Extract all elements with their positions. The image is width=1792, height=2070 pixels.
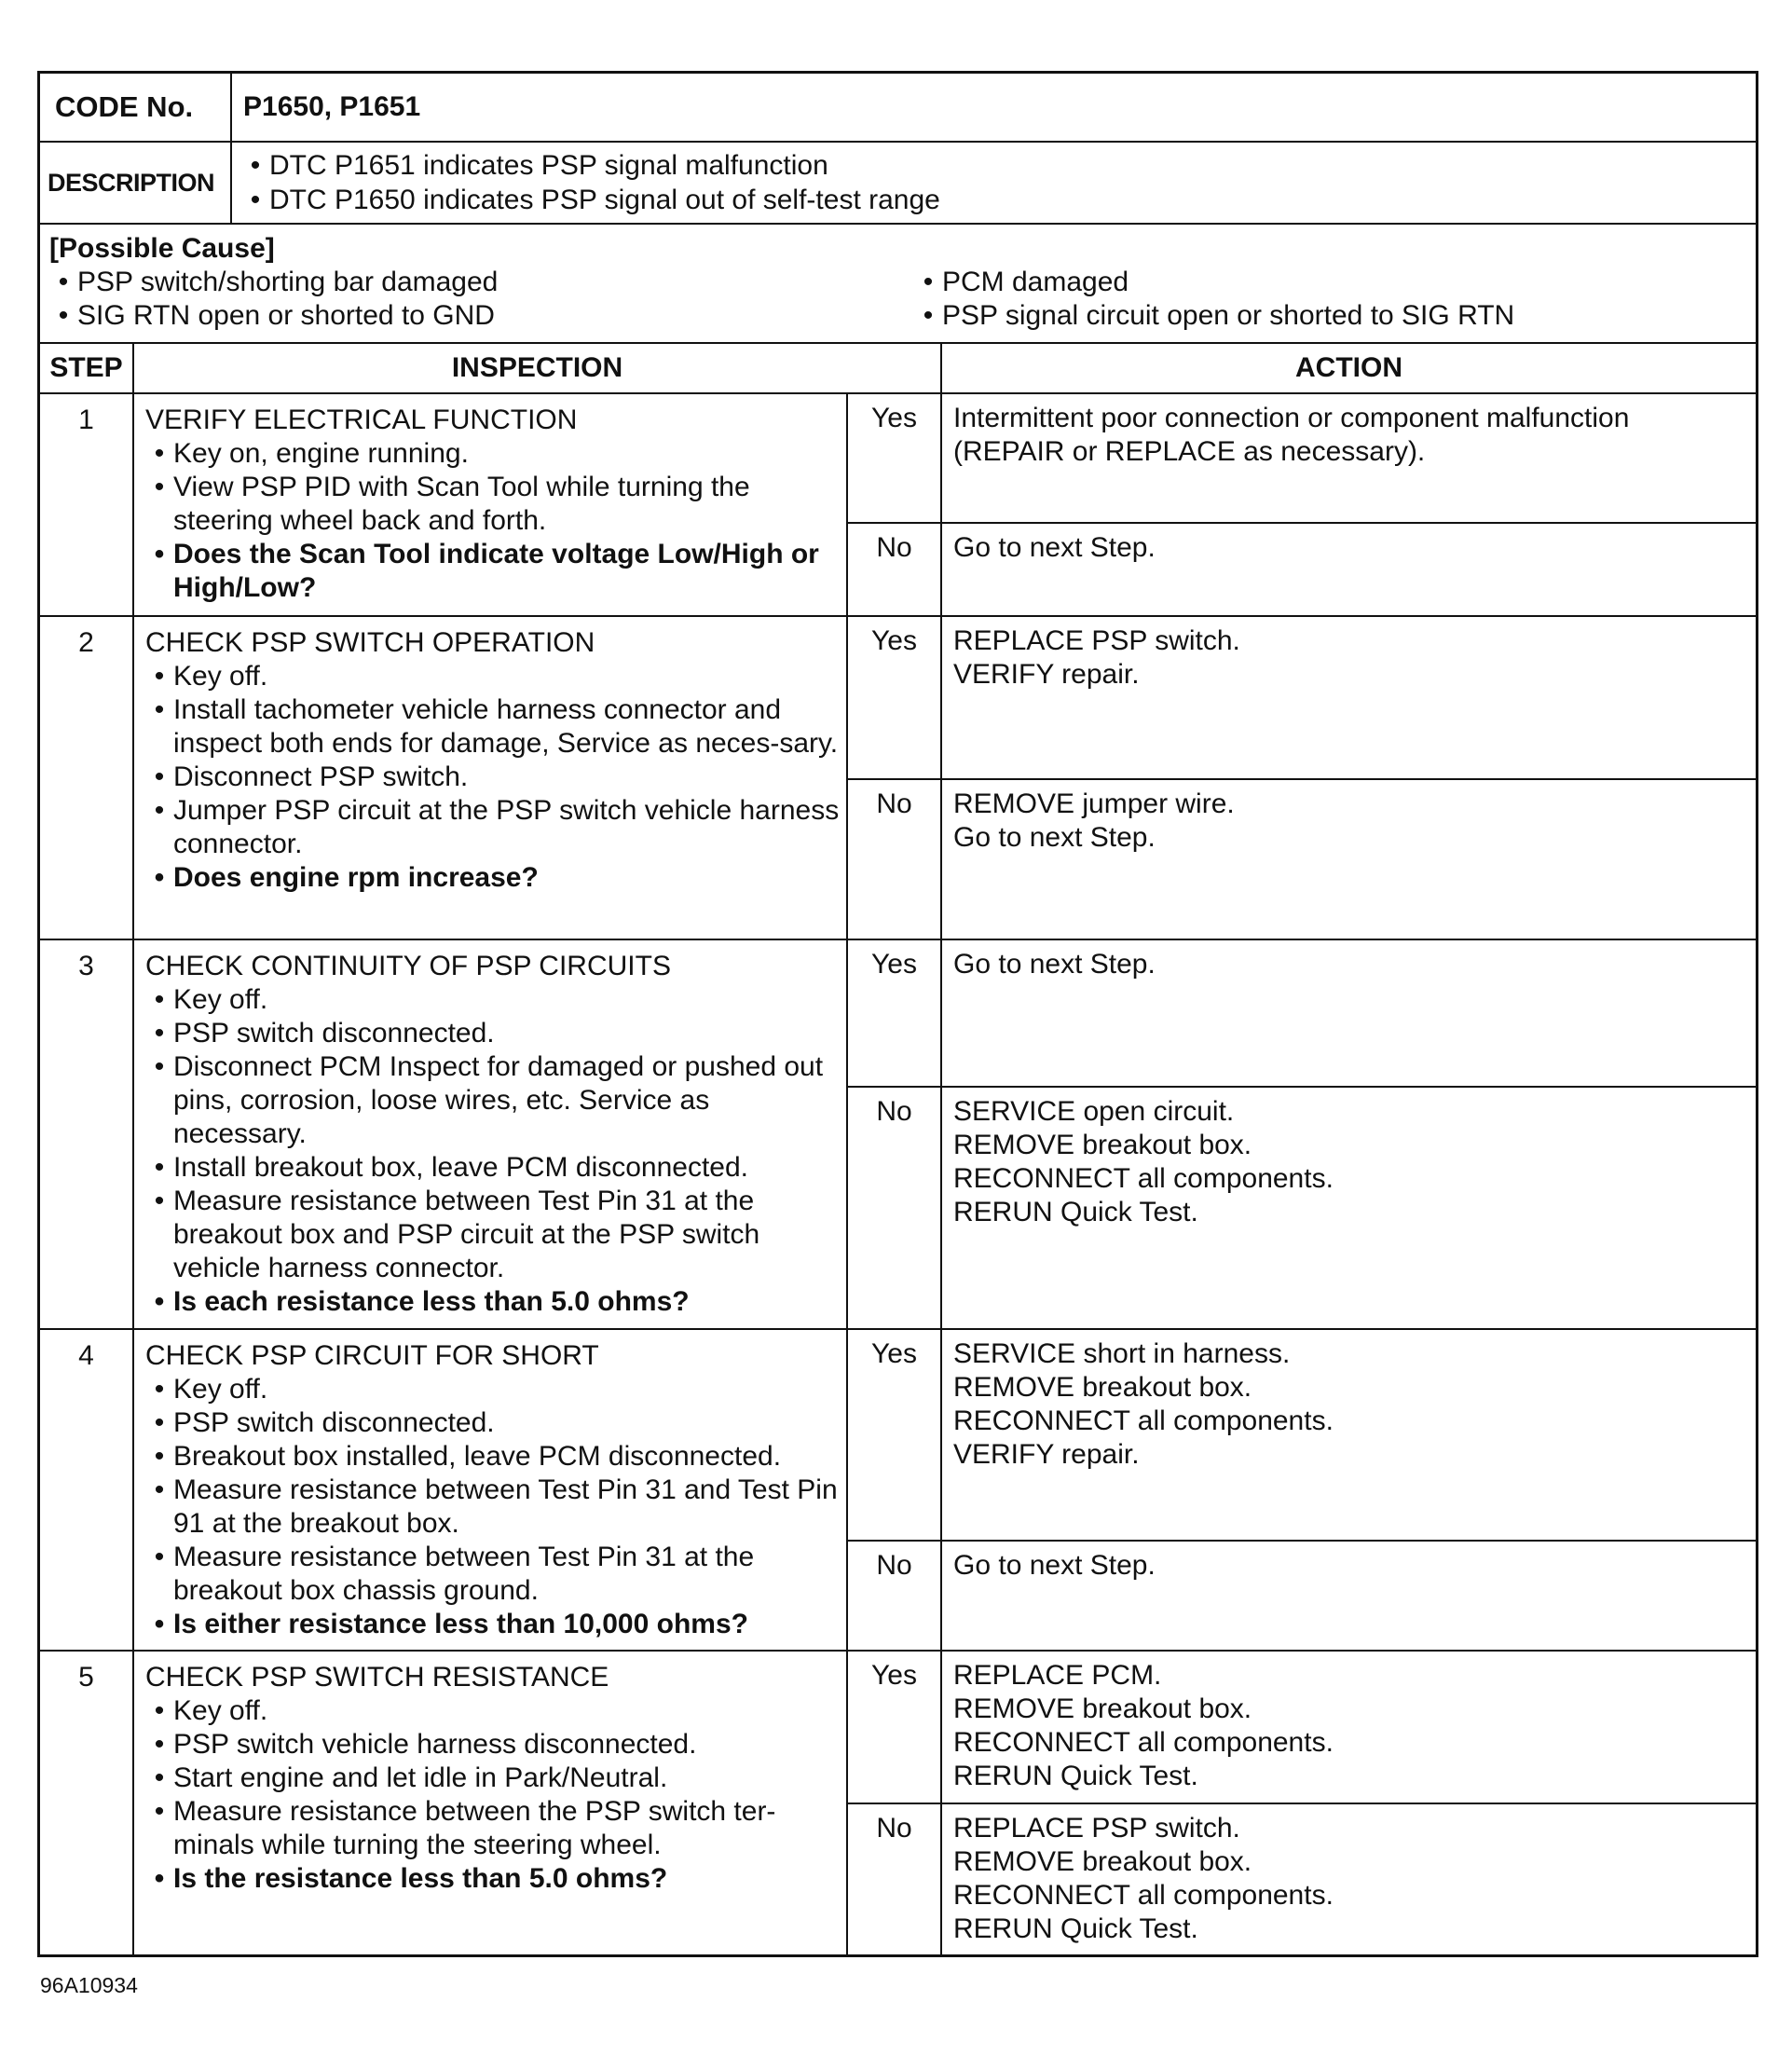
- inspection-item: [145, 1762, 841, 1795]
- action-line: Intermittent poor connection or component malfunction (REPAIR or REPLACE as necessary).: [953, 403, 1630, 467]
- inspection-item-text: Key off.: [173, 1695, 268, 1726]
- inspection-item-text: Key on, engine running.: [173, 438, 469, 469]
- inspection-item-text: Jumper PSP circuit at the PSP switch vehicle harness connector.: [173, 795, 840, 859]
- inspection-item-text: Install breakout box, leave PCM disconnected.: [173, 1152, 749, 1183]
- steps-container: [40, 394, 1756, 1954]
- inspection-item-text: Breakout box installed, leave PCM disconnected.: [173, 1441, 782, 1472]
- yes-label: Yes: [848, 617, 942, 778]
- yes-label: Yes: [848, 394, 942, 522]
- inspection-item: [145, 471, 841, 538]
- inspection-item: [145, 1050, 841, 1151]
- description-list: [232, 143, 940, 223]
- description-item: • DTC P1651 indicates PSP signal malfunction: [241, 148, 940, 183]
- step-number: 1: [40, 394, 134, 615]
- action-line: RECONNECT all components.: [953, 1405, 1334, 1436]
- bullet-icon: •: [154, 539, 165, 569]
- possible-cause-item: • PSP switch/shorting bar damaged: [49, 266, 1756, 299]
- no-action: [942, 524, 1756, 615]
- inspection-item: [145, 1373, 841, 1406]
- step-inspection: [134, 617, 848, 939]
- yes-answer-row: [848, 940, 1756, 1086]
- description-row: [40, 143, 1756, 225]
- possible-cause-title: [Possible Cause]: [49, 233, 275, 264]
- bullet-icon: •: [154, 1152, 165, 1183]
- action-line: REMOVE jumper wire.: [953, 788, 1235, 819]
- step-title: CHECK CONTINUITY OF PSP CIRCUITS: [145, 951, 671, 981]
- inspection-item: [145, 660, 841, 693]
- no-label: No: [848, 524, 942, 615]
- step-row: [40, 940, 1756, 1330]
- no-answer-row: [848, 778, 1756, 939]
- bullet-icon: •: [154, 1796, 165, 1827]
- action-line: SERVICE short in harness.: [953, 1338, 1291, 1369]
- step-answers: [848, 1652, 1756, 1954]
- description-label: DESCRIPTION: [40, 143, 232, 223]
- code-value: P1650, P1651: [243, 91, 421, 122]
- inspection-question-text: Is the resistance less than 5.0 ohms?: [173, 1863, 668, 1894]
- inspection-column-header: INSPECTION: [134, 344, 942, 392]
- no-action: [942, 1804, 1756, 1954]
- step-number: 3: [40, 940, 134, 1328]
- inspection-item-text: Measure resistance between the PSP switch ter-minals while turning the steering wheel.: [173, 1796, 776, 1860]
- bullet-icon: •: [154, 795, 165, 826]
- inspection-item-text: Key off.: [173, 984, 268, 1015]
- yes-action: [942, 617, 1756, 778]
- no-answer-row: [848, 1803, 1756, 1954]
- inspection-item-text: PSP switch disconnected.: [173, 1407, 495, 1438]
- code-label: CODE No.: [40, 74, 232, 141]
- inspection-item-text: Measure resistance between Test Pin 31 at the breakout box chassis ground.: [173, 1542, 755, 1606]
- step-number: 5: [40, 1652, 134, 1954]
- inspection-question: [145, 1608, 841, 1641]
- action-line: REMOVE breakout box.: [953, 1846, 1252, 1877]
- step-row: [40, 394, 1756, 617]
- inspection-item: [145, 437, 841, 471]
- yes-answer-row: [848, 394, 1756, 522]
- inspection-item: [145, 1694, 841, 1728]
- no-answer-row: [848, 1086, 1756, 1328]
- yes-action: [942, 1652, 1756, 1803]
- action-line: SERVICE open circuit.: [953, 1096, 1235, 1127]
- action-line: RERUN Quick Test.: [953, 1913, 1198, 1944]
- inspection-item: [145, 1017, 841, 1050]
- action-line: REMOVE breakout box.: [953, 1693, 1252, 1724]
- bullet-icon: •: [154, 438, 165, 469]
- step-number: 2: [40, 617, 134, 939]
- bullet-icon: •: [154, 1729, 165, 1760]
- no-action: [942, 1542, 1756, 1650]
- action-column-header: ACTION: [1295, 352, 1402, 383]
- no-label: No: [848, 1542, 942, 1650]
- inspection-question: [145, 861, 841, 895]
- yes-answer-row: [848, 1330, 1756, 1540]
- bullet-icon: •: [154, 1051, 165, 1082]
- bullet-icon: •: [154, 1018, 165, 1049]
- no-label: No: [848, 1088, 942, 1328]
- step-row: [40, 1652, 1756, 1954]
- step-title: CHECK PSP CIRCUIT FOR SHORT: [145, 1340, 599, 1371]
- yes-label: Yes: [848, 1652, 942, 1803]
- possible-cause-item: • PSP signal circuit open or shorted to SIG RTN: [914, 299, 1514, 333]
- bullet-icon: •: [154, 1762, 165, 1793]
- bullet-icon: •: [154, 1542, 165, 1572]
- bullet-icon: •: [154, 984, 165, 1015]
- inspection-item: [145, 1185, 841, 1285]
- bullet-icon: •: [154, 661, 165, 692]
- action-line: Go to next Step.: [953, 949, 1156, 980]
- bullet-icon: •: [154, 1374, 165, 1405]
- action-line: RECONNECT all components.: [953, 1880, 1334, 1911]
- inspection-item: [145, 1151, 841, 1185]
- bullet-icon: •: [154, 472, 165, 502]
- action-line: RERUN Quick Test.: [953, 1197, 1198, 1227]
- inspection-item-text: Measure resistance between Test Pin 31 and Test Pin 91 at the breakout box.: [173, 1474, 838, 1539]
- bullet-icon: •: [154, 1407, 165, 1438]
- step-column-header: STEP: [40, 344, 134, 392]
- bullet-icon: •: [154, 862, 165, 893]
- step-answers: [848, 940, 1756, 1328]
- no-action: [942, 1088, 1756, 1328]
- step-inspection: [134, 1652, 848, 1954]
- column-header-row: [40, 344, 1756, 394]
- bullet-icon: •: [154, 1863, 165, 1894]
- inspection-item-text: Key off.: [173, 1374, 268, 1405]
- step-answers: [848, 617, 1756, 939]
- action-line: REPLACE PCM.: [953, 1660, 1162, 1691]
- bullet-icon: •: [154, 1441, 165, 1472]
- inspection-question: [145, 1862, 841, 1896]
- inspection-item-text: Install tachometer vehicle harness connector and inspect both ends for damage, Service as neces-sary.: [173, 694, 839, 759]
- inspection-question: [145, 538, 841, 605]
- action-line: VERIFY repair.: [953, 1439, 1140, 1470]
- action-line: RERUN Quick Test.: [953, 1761, 1198, 1791]
- inspection-item-text: Key off.: [173, 661, 268, 692]
- step-inspection: [134, 1330, 848, 1650]
- yes-answer-row: [848, 1652, 1756, 1803]
- bullet-icon: •: [154, 761, 165, 792]
- no-action: [942, 780, 1756, 939]
- step-title: CHECK PSP SWITCH RESISTANCE: [145, 1662, 609, 1693]
- action-line: REMOVE breakout box.: [953, 1372, 1252, 1403]
- inspection-question-text: Is each resistance less than 5.0 ohms?: [173, 1286, 690, 1317]
- possible-cause-right: [914, 232, 1514, 333]
- figure-id: 96A10934: [40, 1973, 138, 1997]
- yes-label: Yes: [848, 940, 942, 1086]
- inspection-item-text: Start engine and let idle in Park/Neutral.: [173, 1762, 668, 1793]
- action-line: REPLACE PSP switch.: [953, 625, 1240, 656]
- bullet-icon: •: [154, 694, 165, 725]
- inspection-item-text: PSP switch vehicle harness disconnected.: [173, 1729, 697, 1760]
- inspection-item-text: PSP switch disconnected.: [173, 1018, 495, 1049]
- action-line: REMOVE breakout box.: [953, 1130, 1252, 1160]
- step-inspection: [134, 394, 848, 615]
- action-line: Go to next Step.: [953, 532, 1156, 563]
- step-title: VERIFY ELECTRICAL FUNCTION: [145, 404, 578, 435]
- inspection-item-text: Disconnect PSP switch.: [173, 761, 469, 792]
- no-label: No: [848, 1804, 942, 1954]
- action-line: REPLACE PSP switch.: [953, 1813, 1240, 1844]
- bullet-icon: •: [154, 1695, 165, 1726]
- step-row: [40, 1330, 1756, 1652]
- yes-action: [942, 1330, 1756, 1540]
- step-row: [40, 617, 1756, 940]
- inspection-item-text: Measure resistance between Test Pin 31 at the breakout box and PSP circuit at the PSP switch vehicle harness connector.: [173, 1186, 760, 1283]
- inspection-item: [145, 1474, 841, 1541]
- step-answers: [848, 1330, 1756, 1650]
- inspection-item-text: Disconnect PCM Inspect for damaged or pushed out pins, corrosion, loose wires, etc. Service as necessary.: [173, 1051, 824, 1149]
- inspection-question: [145, 1285, 841, 1319]
- inspection-item: [145, 693, 841, 761]
- inspection-item: [145, 1440, 841, 1474]
- step-inspection: [134, 940, 848, 1328]
- step-answers: [848, 394, 1756, 615]
- action-line: RECONNECT all components.: [953, 1727, 1334, 1758]
- bullet-icon: •: [154, 1286, 165, 1317]
- inspection-item: [145, 794, 841, 861]
- step-number: 4: [40, 1330, 134, 1650]
- action-line: RECONNECT all components.: [953, 1163, 1334, 1194]
- yes-action: [942, 394, 1756, 522]
- inspection-item: [145, 1406, 841, 1440]
- no-answer-row: [848, 1540, 1756, 1650]
- action-line: Go to next Step.: [953, 1550, 1156, 1581]
- inspection-item: [145, 983, 841, 1017]
- no-answer-row: [848, 522, 1756, 615]
- no-label: No: [848, 780, 942, 939]
- inspection-item: [145, 1728, 841, 1762]
- inspection-item: [145, 1541, 841, 1608]
- diagnostic-table: [37, 71, 1758, 1957]
- possible-cause-item: • PCM damaged: [914, 266, 1514, 299]
- inspection-item: [145, 1795, 841, 1862]
- bullet-icon: •: [154, 1474, 165, 1505]
- inspection-question-text: Does the Scan Tool indicate voltage Low/High or High/Low?: [173, 539, 819, 603]
- inspection-item: [145, 761, 841, 794]
- possible-cause-item: • SIG RTN open or shorted to GND: [49, 299, 1756, 333]
- yes-action: [942, 940, 1756, 1086]
- inspection-question-text: Does engine rpm increase?: [173, 862, 539, 893]
- inspection-item-text: View PSP PID with Scan Tool while turning the steering wheel back and forth.: [173, 472, 750, 536]
- description-item: • DTC P1650 indicates PSP signal out of self-test range: [241, 183, 940, 217]
- bullet-icon: •: [154, 1186, 165, 1216]
- inspection-question-text: Is either resistance less than 10,000 ohms?: [173, 1609, 748, 1639]
- yes-answer-row: [848, 617, 1756, 778]
- action-line: Go to next Step.: [953, 822, 1156, 853]
- bullet-icon: •: [154, 1609, 165, 1639]
- possible-cause-section: [40, 225, 1756, 344]
- action-line: VERIFY repair.: [953, 659, 1140, 690]
- code-row: [40, 74, 1756, 143]
- step-title: CHECK PSP SWITCH OPERATION: [145, 627, 595, 658]
- yes-label: Yes: [848, 1330, 942, 1540]
